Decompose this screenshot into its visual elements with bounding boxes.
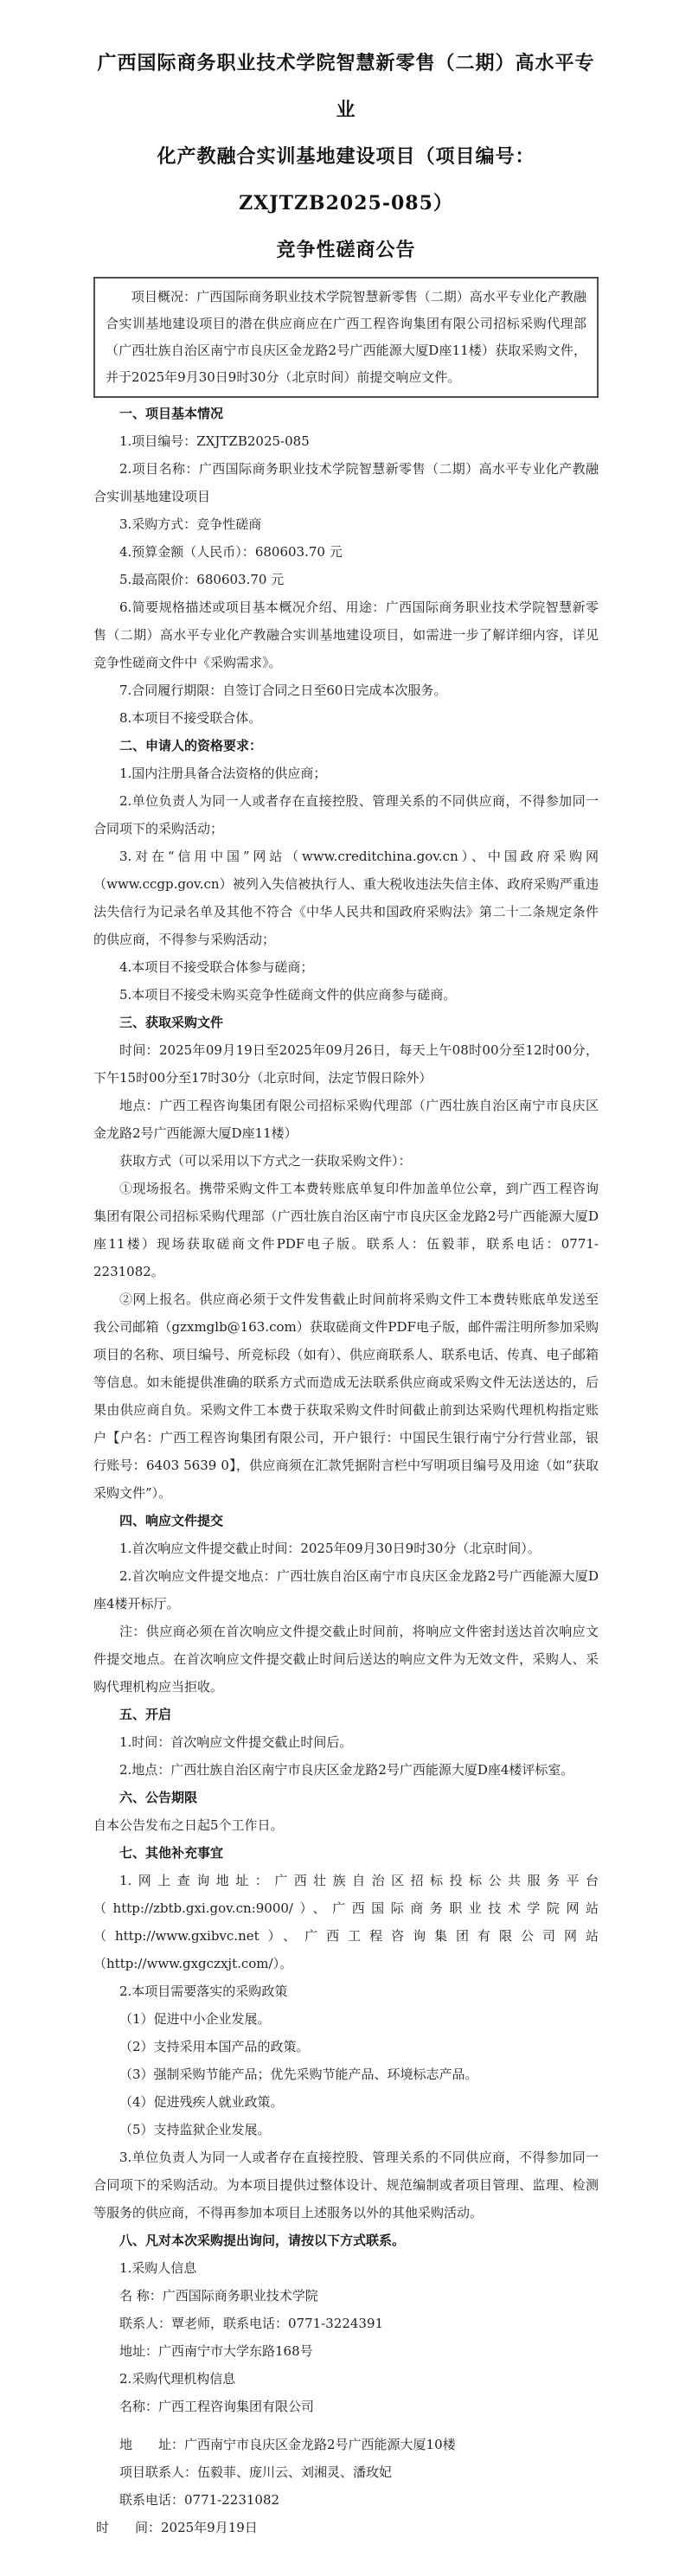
section1-heading: 一、项目基本情况	[119, 406, 224, 421]
buyer-contact: 联系人：覃老师，联系电话：0771-3224391	[119, 2316, 384, 2331]
title-line-1: 广西国际商务职业技术学院智慧新零售（二期）高水平专业	[97, 52, 595, 121]
qualification-1: 1.国内注册具备合法资格的供应商；	[119, 766, 327, 781]
qualification-3: 3.对在“信用中国”网站（www.creditchina.gov.cn）、中国政府采购网（www.ccgp.gov.cn）被列入失信被执行人、重大税收违法失信主体、政府采购严重违法失信行为记录名单及其他不符合《中华人民共和国政府采购法》第二十二条规定条件的供应商，不得参与采购活动；	[93, 849, 599, 947]
supplementary-rule-3: 3.单位负责人为同一人或者存在直接控股、管理关系的不同供应商，不得参加同一合同项下的采购活动。为本项目提供过整体设计、规范编制或者项目管理、监理、检测等服务的供应商，不得再参加本项目上述服务以外的其他采购活动。	[93, 2150, 599, 2220]
document-title	[93, 40, 599, 273]
procurement-policy-label: 2.本项目需要落实的采购政策	[119, 1983, 288, 1999]
agent-project-contacts: 项目联系人：伍毅菲、庞川云、刘湘灵、潘玫妃	[119, 2464, 393, 2480]
contract-period: 7.合同履行期限：自签订合同之日至60日完成本次服务。	[119, 682, 447, 698]
section2-heading: 二、申请人的资格要求：	[119, 738, 263, 753]
project-name: 2.项目名称：广西国际商务职业技术学院智慧新零售（二期）高水平专业化产教融合实训基地建设项目	[93, 461, 599, 504]
max-price: 5.最高限价：680603.70 元	[119, 572, 285, 587]
buyer-info-label: 1.采购人信息	[119, 2260, 197, 2276]
policy-2: （2）支持采用本国产品的政策。	[119, 2039, 310, 2054]
section3-heading: 三、获取采购文件	[119, 1015, 224, 1030]
agent-phone: 联系电话：0771-2231082	[119, 2492, 280, 2508]
title-line-2: 化产教融合实训基地建设项目（项目编号：ZXJTZB2025-085）	[157, 145, 535, 215]
obtain-method-label: 获取方式（可以采用以下方式之一获取采购文件）：	[119, 1153, 412, 1169]
response-note: 注：供应商必须在首次响应文件提交截止时间前，将响应文件密封送达首次响应文件提交地点。在首次响应文件提交截止时间后送达的响应文件为无效文件，采购人、采购代理机构应当拒收。	[93, 1624, 599, 1695]
obtain-method-online: ②网上报名。供应商必须于文件发售截止时间前将采购文件工本费转账底单发送至我公司邮箱（gzxmglb@163.com）获取磋商文件PDF电子版，邮件需注明所参加采购项目的名称、项目编号、所竞标段（如有）、供应商联系人、联系电话、传真、电子邮箱等信息。如未能提供准确的联系方式而造成无法联系供应商或采购文件无法送达的，后果由供应商自负。采购文件工本费于获取采购文件时间截止前到达采购代理机构指定账户【户名：广西工程咨询集团有限公司，开户银行：中国民生银行南宁分行营业部，银行账号：6403 5639 0】，供应商须在汇款凭据附言栏中写明项目编号及用途（如“获取采购文件”）。	[93, 1291, 599, 1501]
section7-heading: 七、其他补充事宜	[119, 1845, 224, 1861]
agent-info-label: 2.采购代理机构信息	[119, 2371, 236, 2387]
title-line-3: 竞争性磋商公告	[276, 239, 416, 261]
section6-heading: 六、公告期限	[119, 1790, 198, 1805]
document-obtain-time: 时间：2025年09月19日至2025年09月26日，每天上午08时00分至12时00分，下午15时00分至17时30分（北京时间，法定节假日除外）	[93, 1042, 599, 1086]
buyer-address: 地址：广西南宁市大学东路168号	[119, 2343, 313, 2359]
section5-heading: 五、开启	[119, 1707, 172, 1722]
procurement-method: 3.采购方式：竞争性磋商	[119, 516, 262, 532]
document-obtain-place: 地点：广西工程咨询集团有限公司招标采购代理部（广西壮族自治区南宁市良庆区金龙路2号广西能源大厦D座11楼）	[93, 1098, 599, 1141]
project-number: 1.项目编号：ZXJTZB2025-085	[119, 433, 310, 449]
qualification-4: 4.本项目不接受联合体参与磋商；	[119, 959, 314, 975]
project-description: 6.简要规格描述或项目基本概况介绍、用途：广西国际商务职业技术学院智慧新零售（二期）高水平专业化产教融合实训基地建设项目，如需进一步了解详细内容，详见竞争性磋商文件中《采购需求》。	[93, 599, 599, 670]
project-overview-text: 项目概况：广西国际商务职业技术学院智慧新零售（二期）高水平专业化产教融合实训基地建设项目的潜在供应商应在广西工程咨询集团有限公司招标采购代理部（广西壮族自治区南宁市良庆区金龙路2号广西能源大厦D座11楼）获取采购文件，并于2025年9月30日9时30分（北京时间）前提交响应文件。	[106, 289, 586, 385]
policy-3: （3）强制采购节能产品；优先采购节能产品、环境标志产品。	[119, 2067, 478, 2082]
agent-name: 名称：广西工程咨询集团有限公司	[119, 2399, 315, 2414]
policy-4: （4）促进残疾人就业政策。	[119, 2094, 284, 2110]
policy-1: （1）促进中小企业发展。	[119, 2011, 271, 2027]
project-overview-box	[93, 277, 599, 398]
obtain-method-onsite: ①现场报名。携带采购文件工本费转账底单复印件加盖单位公章，到广西工程咨询集团有限公司招标采购代理部（广西壮族自治区南宁市良庆区金龙路2号广西能源大厦D座11楼）现场获取磋商文件PDF电子版。联系人：伍毅菲，联系电话：0771-2231082。	[93, 1181, 599, 1279]
opening-time: 1.时间：首次响应文件提交截止时间后。	[119, 1734, 353, 1750]
section8-heading: 八、凡对本次采购提出询问，请按以下方式联系。	[119, 2233, 406, 2248]
response-place: 2.首次响应文件提交地点：广西壮族自治区南宁市良庆区金龙路2号广西能源大厦D座4楼开标厅。	[93, 1568, 599, 1612]
no-consortium: 8.本项目不接受联合体。	[119, 710, 262, 726]
online-query-address: 1.网上查询地址：广西壮族自治区招标投标公共服务平台（http://zbtb.gxi.gov.cn:9000/）、广西国际商务职业技术学院网站（http://www.gxibvc.net）、广西工程咨询集团有限公司网站（http://www.gxgczxjt.com/）。	[93, 1873, 599, 1971]
qualification-2: 2.单位负责人为同一人或者存在直接控股、管理关系的不同供应商，不得参加同一合同项下的采购活动；	[93, 793, 599, 836]
qualification-5: 5.本项目不接受未购买竞争性磋商文件的供应商参与磋商。	[119, 987, 457, 1003]
policy-5: （5）支持监狱企业发展。	[119, 2122, 271, 2137]
budget-amount: 4.预算金额（人民币）：680603.70 元	[119, 544, 343, 560]
agent-address: 地 址：广西南宁市良庆区金龙路2号广西能源大厦10楼	[119, 2437, 456, 2452]
announcement-date: 时 间：2025年9月19日	[96, 2520, 258, 2535]
section4-heading: 四、响应文件提交	[119, 1513, 224, 1528]
announcement-period: 自本公告发布之日起5个工作日。	[93, 1817, 284, 1833]
buyer-name: 名 称：广西国际商务职业技术学院	[119, 2288, 318, 2304]
response-deadline: 1.首次响应文件提交截止时间：2025年09月30日9时30分（北京时间）。	[119, 1541, 541, 1556]
opening-place: 2.地点：广西壮族自治区南宁市良庆区金龙路2号广西能源大厦D座4楼评标室。	[119, 1762, 574, 1778]
